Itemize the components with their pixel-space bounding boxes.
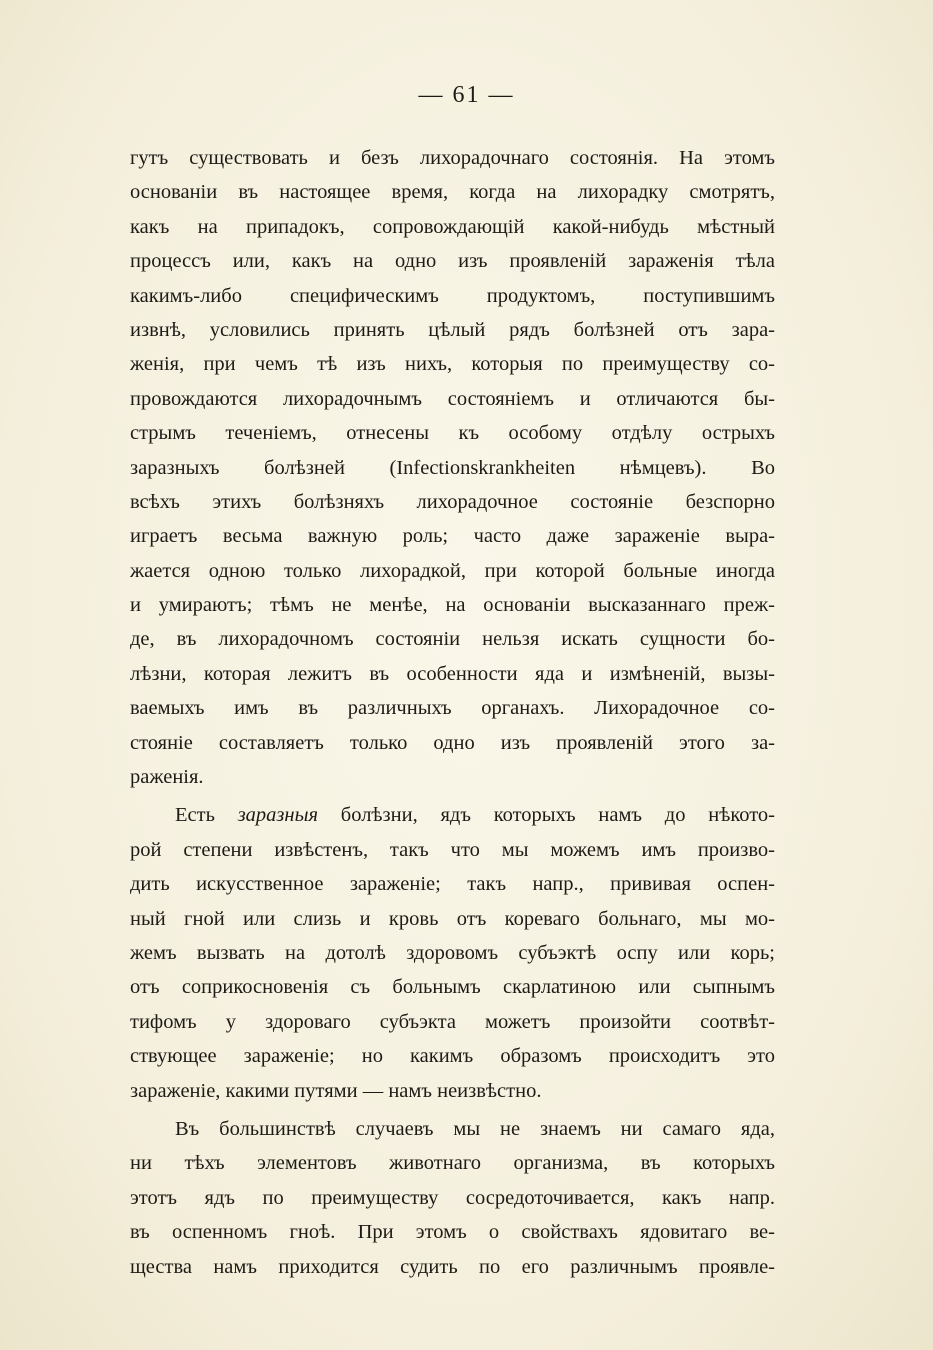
text-line: стрымъ теченіемъ, отнесены къ особому отдѣлу острыхъ <box>130 422 775 445</box>
paragraph-2 <box>130 798 775 1108</box>
text-line: зараженіе, какими путями — намъ неизвѣстно. <box>130 1079 542 1102</box>
text-line: ваемыхъ имъ въ различныхъ органахъ. Лихорадочное со- <box>130 697 775 720</box>
text-run: болѣзни, ядъ которыхъ намъ до нѣкото- <box>318 804 775 827</box>
text-line: де, въ лихорадочномъ состояніи нельзя искать сущности бо- <box>130 628 775 651</box>
text-line: отъ соприкосновенія съ больнымъ скарлатиною или сыпнымъ <box>130 976 775 999</box>
body-text <box>130 141 775 1284</box>
text-line: играетъ весьма важную роль; часто даже зараженіе выра- <box>130 525 775 548</box>
text-line: основаніи въ настоящее время, когда на лихорадку смотрятъ, <box>130 181 775 204</box>
text-line: провождаются лихорадочнымъ состояніемъ и отличаются бы- <box>130 387 775 410</box>
text-line: дить искусственное зараженіе; такъ напр., прививая оспен- <box>130 873 775 896</box>
text-line: извнѣ, условились принять цѣлый рядъ болѣзней отъ зара- <box>130 318 775 341</box>
text-line: процессъ или, какъ на одно изъ проявленій зараженія тѣла <box>130 250 775 273</box>
text-line: раженія. <box>130 766 204 789</box>
text-line: ни тѣхъ элементовъ животнаго организма, въ которыхъ <box>130 1152 775 1175</box>
text-line: всѣхъ этихъ болѣзняхъ лихорадочное состояніе безспорно <box>130 490 775 513</box>
paragraph-1 <box>130 141 775 794</box>
text-line: стояніе составляетъ только одно изъ проявленій этого за- <box>130 731 775 754</box>
text-line: ствующее зараженіе; но какимъ образомъ происходитъ это <box>130 1045 775 1068</box>
text-line: и умираютъ; тѣмъ не менѣе, на основаніи высказаннаго преж- <box>130 594 775 617</box>
text-line: Въ большинствѣ случаевъ мы не знаемъ ни самаго яда, <box>175 1117 775 1140</box>
paragraph-3 <box>130 1112 775 1284</box>
text-line: въ оспенномъ гноѣ. При этомъ о свойствахъ ядовитаго ве- <box>130 1221 775 1244</box>
text-line <box>130 798 775 832</box>
text-line: тифомъ у здороваго субъэкта можетъ произойти соотвѣт- <box>130 1010 775 1033</box>
italic-term: заразныя <box>237 804 319 827</box>
text-line: рой степени извѣстенъ, такъ что мы можемъ имъ произво- <box>130 838 775 861</box>
text-line: гутъ существовать и безъ лихорадочнаго состоянія. На этомъ <box>130 147 775 169</box>
text-line: какъ на припадокъ, сопровождающій какой-нибудь мѣстный <box>130 215 775 238</box>
text-line: какимъ-либо специфическимъ продуктомъ, поступившимъ <box>130 284 775 307</box>
text-run: Есть <box>175 804 238 827</box>
text-line: женія, при чемъ тѣ изъ нихъ, которыя по преимуществу со- <box>130 353 775 376</box>
text-line: щества намъ приходится судить по его различнымъ проявле- <box>130 1255 775 1278</box>
text-line: жается одною только лихорадкой, при которой больные иногда <box>130 559 775 582</box>
text-line: ный гной или слизь и кровь отъ кореваго больнаго, мы мо- <box>130 907 775 930</box>
text-line: этотъ ядъ по преимуществу сосредоточивается, какъ напр. <box>130 1186 775 1209</box>
text-line: жемъ вызвать на дотолѣ здоровомъ субъэктѣ оспу или корь; <box>130 941 775 964</box>
page-number: — 61 — <box>418 82 515 108</box>
text-line: лѣзни, которая лежитъ въ особенности яда и измѣненій, вызы- <box>130 662 775 685</box>
text-line: заразныхъ болѣзней (Infectionskrankheiten нѣмцевъ). Во <box>130 456 775 479</box>
